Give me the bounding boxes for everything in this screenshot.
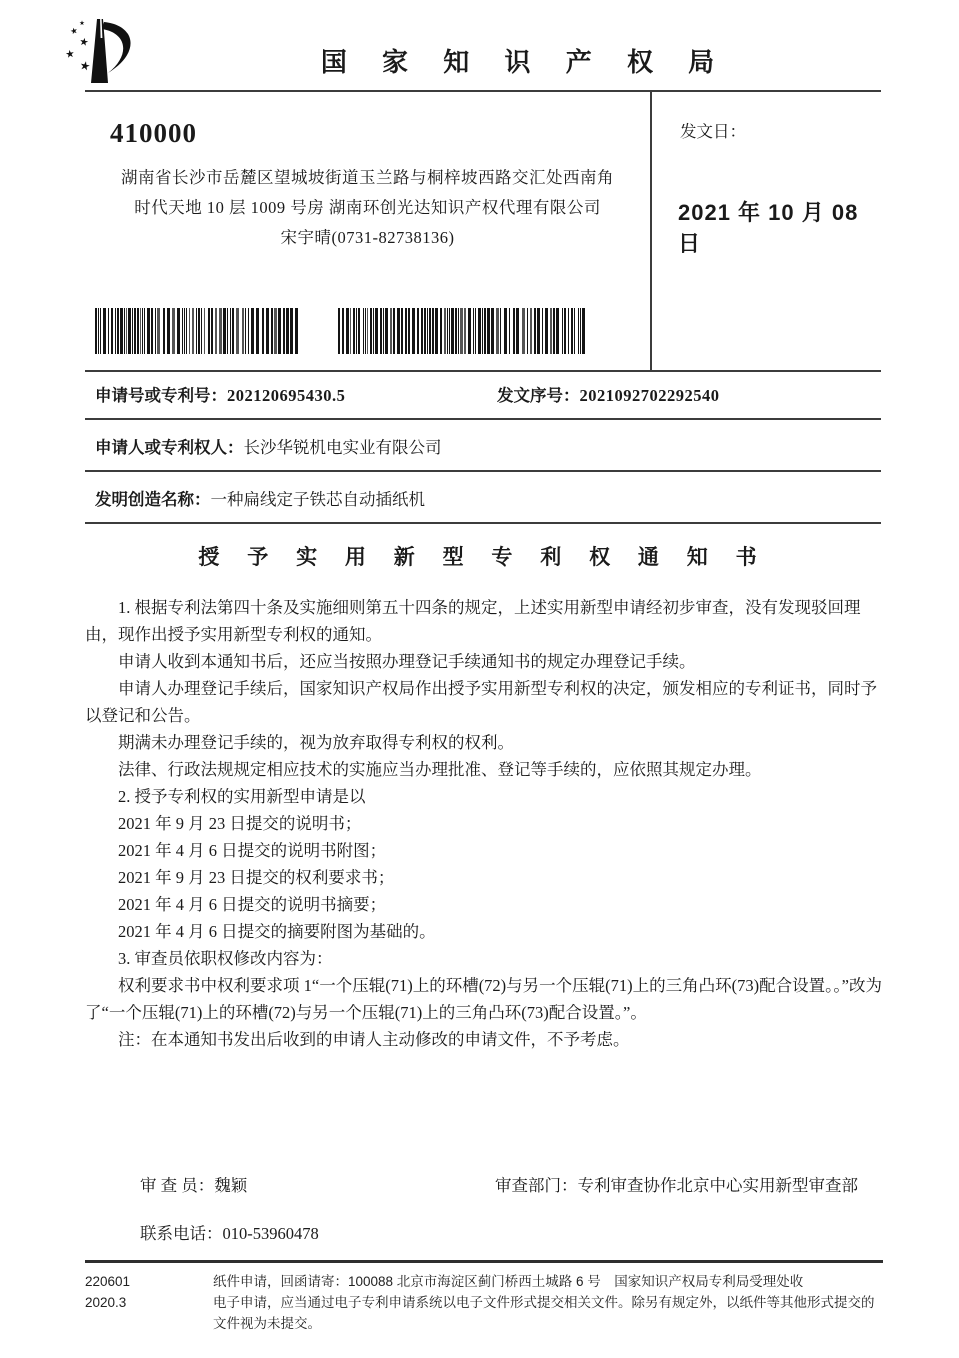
form-code: 220601 xyxy=(85,1274,131,1289)
dispatch-date-label: 发文日： xyxy=(680,122,746,141)
document-fields xyxy=(85,368,881,524)
form-version: 2020.3 xyxy=(85,1295,127,1310)
cnipa-logo-icon xyxy=(55,16,147,88)
form-footer xyxy=(85,1260,883,1334)
mail-barcode-right xyxy=(338,308,585,354)
application-no-label: 申请号或专利号： xyxy=(95,386,227,405)
recipient-address-line1: 湖南省长沙市岳麓区望城坡街道玉兰路与桐梓坡西路交汇处西南角 xyxy=(121,168,614,187)
form-code-block xyxy=(85,1271,213,1334)
section3-amendment: 权利要求书中权利要求项 1“一个压辊(71)上的环槽(72)与另一个压辊(71)上的三角凸环(73)配合设置。。”改为了“一个压辊(71)上的环槽(72)与另一个压辊(71)上的三角凸环(73)配合设置。”。 xyxy=(85,976,882,1022)
invention-title-label: 发明创造名称： xyxy=(95,490,211,509)
section2-item: 2021 年 4 月 6 日提交的说明书附图； xyxy=(118,841,387,860)
invention-title-value: 一种扁线定子铁芯自动插纸机 xyxy=(210,490,425,509)
applicant-value: 长沙华锐机电实业有限公司 xyxy=(243,438,442,457)
department-name: 专利审查协作北京中心实用新型审查部 xyxy=(577,1176,858,1195)
section1-paragraph: 期满未办理登记手续的，视为放弃取得专利权的权利。 xyxy=(118,733,514,752)
application-no-value: 202120695430.5 xyxy=(227,386,346,405)
phone-label: 联系电话： xyxy=(140,1224,223,1243)
footer-line-electronic: 电子申请，应当通过电子专利申请系统以电子文件形式提交相关文件。除另有规定外，以纸件等其他形式提交的文件视为未提交。 xyxy=(213,1295,875,1331)
dispatch-date-box xyxy=(650,92,881,370)
section2-item: 2021 年 4 月 6 日提交的摘要附图为基础的。 xyxy=(118,922,436,941)
section2-item: 2021 年 9 月 23 日提交的说明书； xyxy=(118,814,362,833)
field-row-invention xyxy=(85,472,881,524)
examiner-label: 审 查 员： xyxy=(140,1176,215,1195)
footer-line-paper: 纸件申请，回函请寄：100088 北京市海淀区蓟门桥西土城路 6 号 国家知识产权局专利局受理处收 xyxy=(213,1274,804,1289)
section2-item: 2021 年 9 月 23 日提交的权利要求书； xyxy=(118,868,395,887)
postal-code: 410000 xyxy=(110,118,197,148)
applicant-label: 申请人或专利权人： xyxy=(95,438,244,457)
section2-item: 2021 年 4 月 6 日提交的说明书摘要； xyxy=(118,895,387,914)
field-row-applicant xyxy=(85,420,881,472)
section1-paragraph: 申请人收到本通知书后，还应当按照办理登记手续通知书的规定办理登记手续。 xyxy=(118,652,696,671)
recipient-contact: 宋宇晴(0731-82738136) xyxy=(280,228,455,247)
section3-note: 注：在本通知书发出后收到的申请人主动修改的申请文件，不予考虑。 xyxy=(118,1030,630,1049)
signature-block xyxy=(85,1172,881,1244)
footer-instructions xyxy=(213,1271,883,1334)
examiner-name: 魏颖 xyxy=(214,1176,248,1195)
notice-title: 授 予 实 用 新 型 专 利 权 通 知 书 xyxy=(198,546,768,569)
recipient-address-line2: 时代天地 10 层 1009 号房 湖南环创光达知识产权代理有限公司 xyxy=(134,198,601,217)
department-label: 审查部门： xyxy=(495,1176,578,1195)
mail-barcode-left xyxy=(95,308,298,354)
section2-intro: 2. 授予专利权的实用新型申请是以 xyxy=(118,787,366,806)
phone-value: 010-53960478 xyxy=(222,1224,319,1243)
dispatch-date-value: 2021 年 10 月 08 日 xyxy=(678,200,859,256)
section1-paragraph: 1. 根据专利法第四十条及实施细则第五十四条的规定，上述实用新型申请经初步审查，没有发现驳回理由，现作出授予实用新型专利权的通知。 xyxy=(85,598,861,644)
notice-body xyxy=(85,594,883,1053)
section1-paragraph: 申请人办理登记手续后，国家知识产权局作出授予实用新型专利权的决定，颁发相应的专利证书，同时予以登记和公告。 xyxy=(85,679,877,725)
dispatch-no-value: 2021092702292540 xyxy=(579,386,720,405)
section1-paragraph: 法律、行政法规规定相应技术的实施应当办理批准、登记等手续的，应依照其规定办理。 xyxy=(118,760,762,779)
agency-title: 国 家 知 识 产 权 局 xyxy=(320,47,729,77)
section3-heading: 3. 审查员依职权修改内容为： xyxy=(118,949,333,968)
address-dispatch-band xyxy=(85,90,881,372)
dispatch-no-label: 发文序号： xyxy=(497,386,580,405)
recipient-block xyxy=(85,92,650,370)
field-row-numbers xyxy=(85,368,881,420)
